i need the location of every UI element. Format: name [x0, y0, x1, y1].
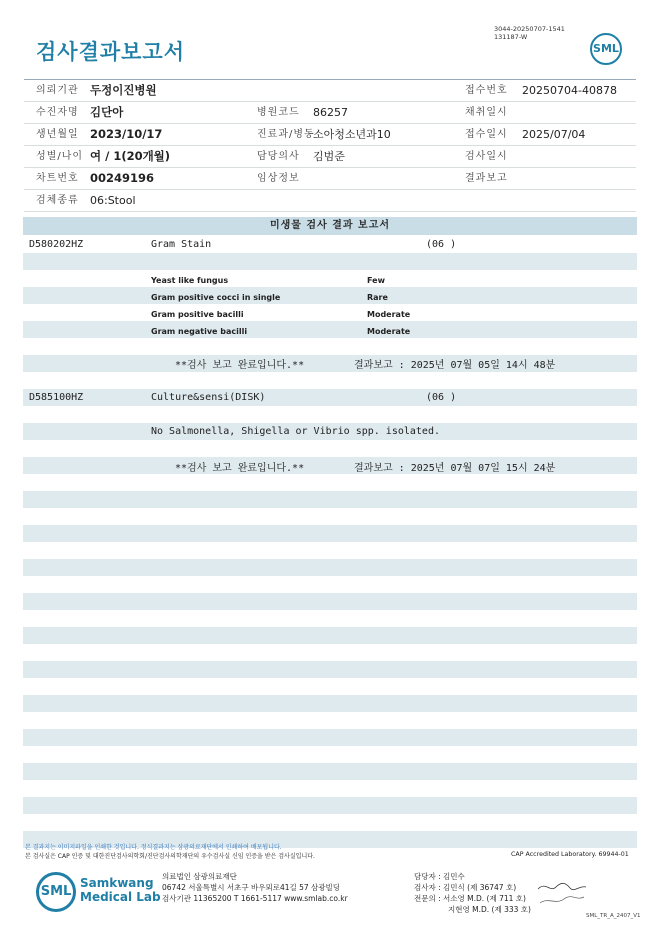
label-clinical-info: 임상정보	[257, 173, 300, 184]
result-value: Few	[367, 276, 385, 285]
value-specimen: 06:Stool	[90, 194, 136, 207]
row-band	[23, 797, 637, 814]
test2-complete-note: **검사 보고 완료입니다.**	[175, 463, 305, 474]
label-patient-name: 수진자명	[36, 107, 79, 118]
row-band	[23, 627, 637, 644]
label-sex-age: 성별/나이	[36, 151, 84, 162]
info-row	[24, 124, 636, 146]
label-hospital-code: 병원코드	[257, 107, 300, 118]
row-band	[23, 661, 637, 678]
result-value: Moderate	[367, 310, 411, 319]
value-receipt-date: 2025/07/04	[522, 128, 586, 141]
form-id: SML_TR_A_2407_V1	[586, 913, 641, 919]
staff-tester: 검사자 : 김민식 (제 36747 호)	[414, 883, 517, 892]
row-band	[23, 389, 637, 406]
result-item: Gram positive cocci in single	[151, 293, 281, 302]
info-row	[24, 190, 636, 212]
staff-specialist-1: 전문의 : 서소영 M.D. (제 711 호)	[414, 894, 526, 903]
test2-specimen: (06 )	[426, 392, 457, 403]
test1-complete-note: **검사 보고 완료입니다.**	[175, 360, 305, 371]
test1-name: Gram Stain	[151, 239, 212, 250]
label-receipt-no: 접수번호	[465, 85, 508, 96]
row-band	[23, 253, 637, 270]
result-item: Yeast like fungus	[151, 276, 229, 285]
value-receipt-no: 20250704-40878	[522, 84, 617, 97]
page-title: 검사결과보고서	[36, 40, 186, 64]
footer-note-accreditation: 본 검사실은 CAP 인증 및 대한진단검사의학회/진단검사의학재단의 우수검사실 신임 인증을 받은 검사실입니다.	[25, 853, 315, 860]
test1-code: D580202HZ	[29, 239, 84, 250]
label-report-date: 결과보고	[465, 173, 508, 184]
test2-report-time: 결과보고 : 2025년 07월 07일 15시 24분	[354, 463, 556, 474]
value-sex-age: 여 / 1(20개월)	[90, 149, 171, 163]
value-doctor: 김범준	[313, 150, 345, 163]
test1-specimen: (06 )	[426, 239, 457, 250]
result-value: Rare	[367, 293, 388, 302]
test1-report-time: 결과보고 : 2025년 07월 05일 14시 48분	[354, 360, 556, 371]
label-doctor: 담당의사	[257, 151, 300, 162]
info-row	[24, 146, 636, 168]
label-department: 진료과/병동	[257, 129, 315, 140]
footer-note-image: 본 결과지는 이미지파일을 인쇄한 것입니다. 정식결과지는 삼광의료재단에서 인쇄하여 배포됩니다.	[25, 844, 282, 851]
report-heading: 미생물 검사 결과 보고서	[23, 217, 637, 235]
value-patient-name: 김단아	[90, 105, 124, 119]
row-band	[23, 287, 637, 304]
label-receipt-date: 접수일시	[465, 129, 508, 140]
label-client: 의뢰기관	[36, 85, 79, 96]
sml-logo-icon: SML	[36, 872, 76, 912]
result-value: Moderate	[367, 327, 411, 336]
row-band	[23, 695, 637, 712]
test2-result: No Salmonella, Shigella or Vibrio spp. isolated.	[151, 426, 440, 437]
row-band	[23, 559, 637, 576]
row-band	[23, 763, 637, 780]
result-item: Gram positive bacilli	[151, 310, 244, 319]
test2-name: Culture&sensi(DISK)	[151, 392, 266, 403]
info-row	[24, 102, 636, 124]
org-address: 06742 서울특별시 서초구 바우뫼로41길 57 삼광빌딩	[162, 883, 341, 892]
staff-manager: 담당자 : 김민수	[414, 872, 465, 881]
signature-icon	[536, 879, 588, 909]
row-band	[23, 729, 637, 746]
staff-specialist-2: 지현영 M.D. (제 333 호)	[448, 905, 531, 914]
row-band	[23, 321, 637, 338]
row-band	[23, 525, 637, 542]
info-row	[24, 168, 636, 190]
label-collection-date: 채취일시	[465, 107, 508, 118]
value-birthdate: 2023/10/17	[90, 127, 163, 141]
result-item: Gram negative bacilli	[151, 327, 248, 336]
row-band	[23, 593, 637, 610]
test2-code: D585100HZ	[29, 392, 84, 403]
info-row	[24, 80, 636, 102]
org-contact: 검사기관 11365200 T 1661-5117 www.smlab.co.kr	[162, 894, 348, 903]
sml-logo-icon: SML	[590, 33, 622, 65]
label-test-date: 검사일시	[465, 151, 508, 162]
row-band	[23, 491, 637, 508]
org-name: 의료법인 삼광의료재단	[162, 872, 237, 881]
patient-info-table	[24, 79, 636, 212]
value-department: 소아청소년과10	[313, 128, 391, 141]
label-chart-no: 차트번호	[36, 173, 79, 184]
label-birthdate: 생년월일	[36, 129, 79, 140]
value-chart-no: 00249196	[90, 171, 155, 185]
brand-name: Samkwang Medical Lab	[80, 876, 161, 904]
document-id: 3044-20250707-1541 131187-W	[494, 25, 565, 41]
value-client: 두정이진병원	[90, 83, 157, 97]
value-hospital-code: 86257	[313, 106, 348, 119]
cap-accreditation: CAP Accredited Laboratory. 69944-01	[511, 851, 629, 858]
label-specimen: 검체종류	[36, 195, 79, 206]
